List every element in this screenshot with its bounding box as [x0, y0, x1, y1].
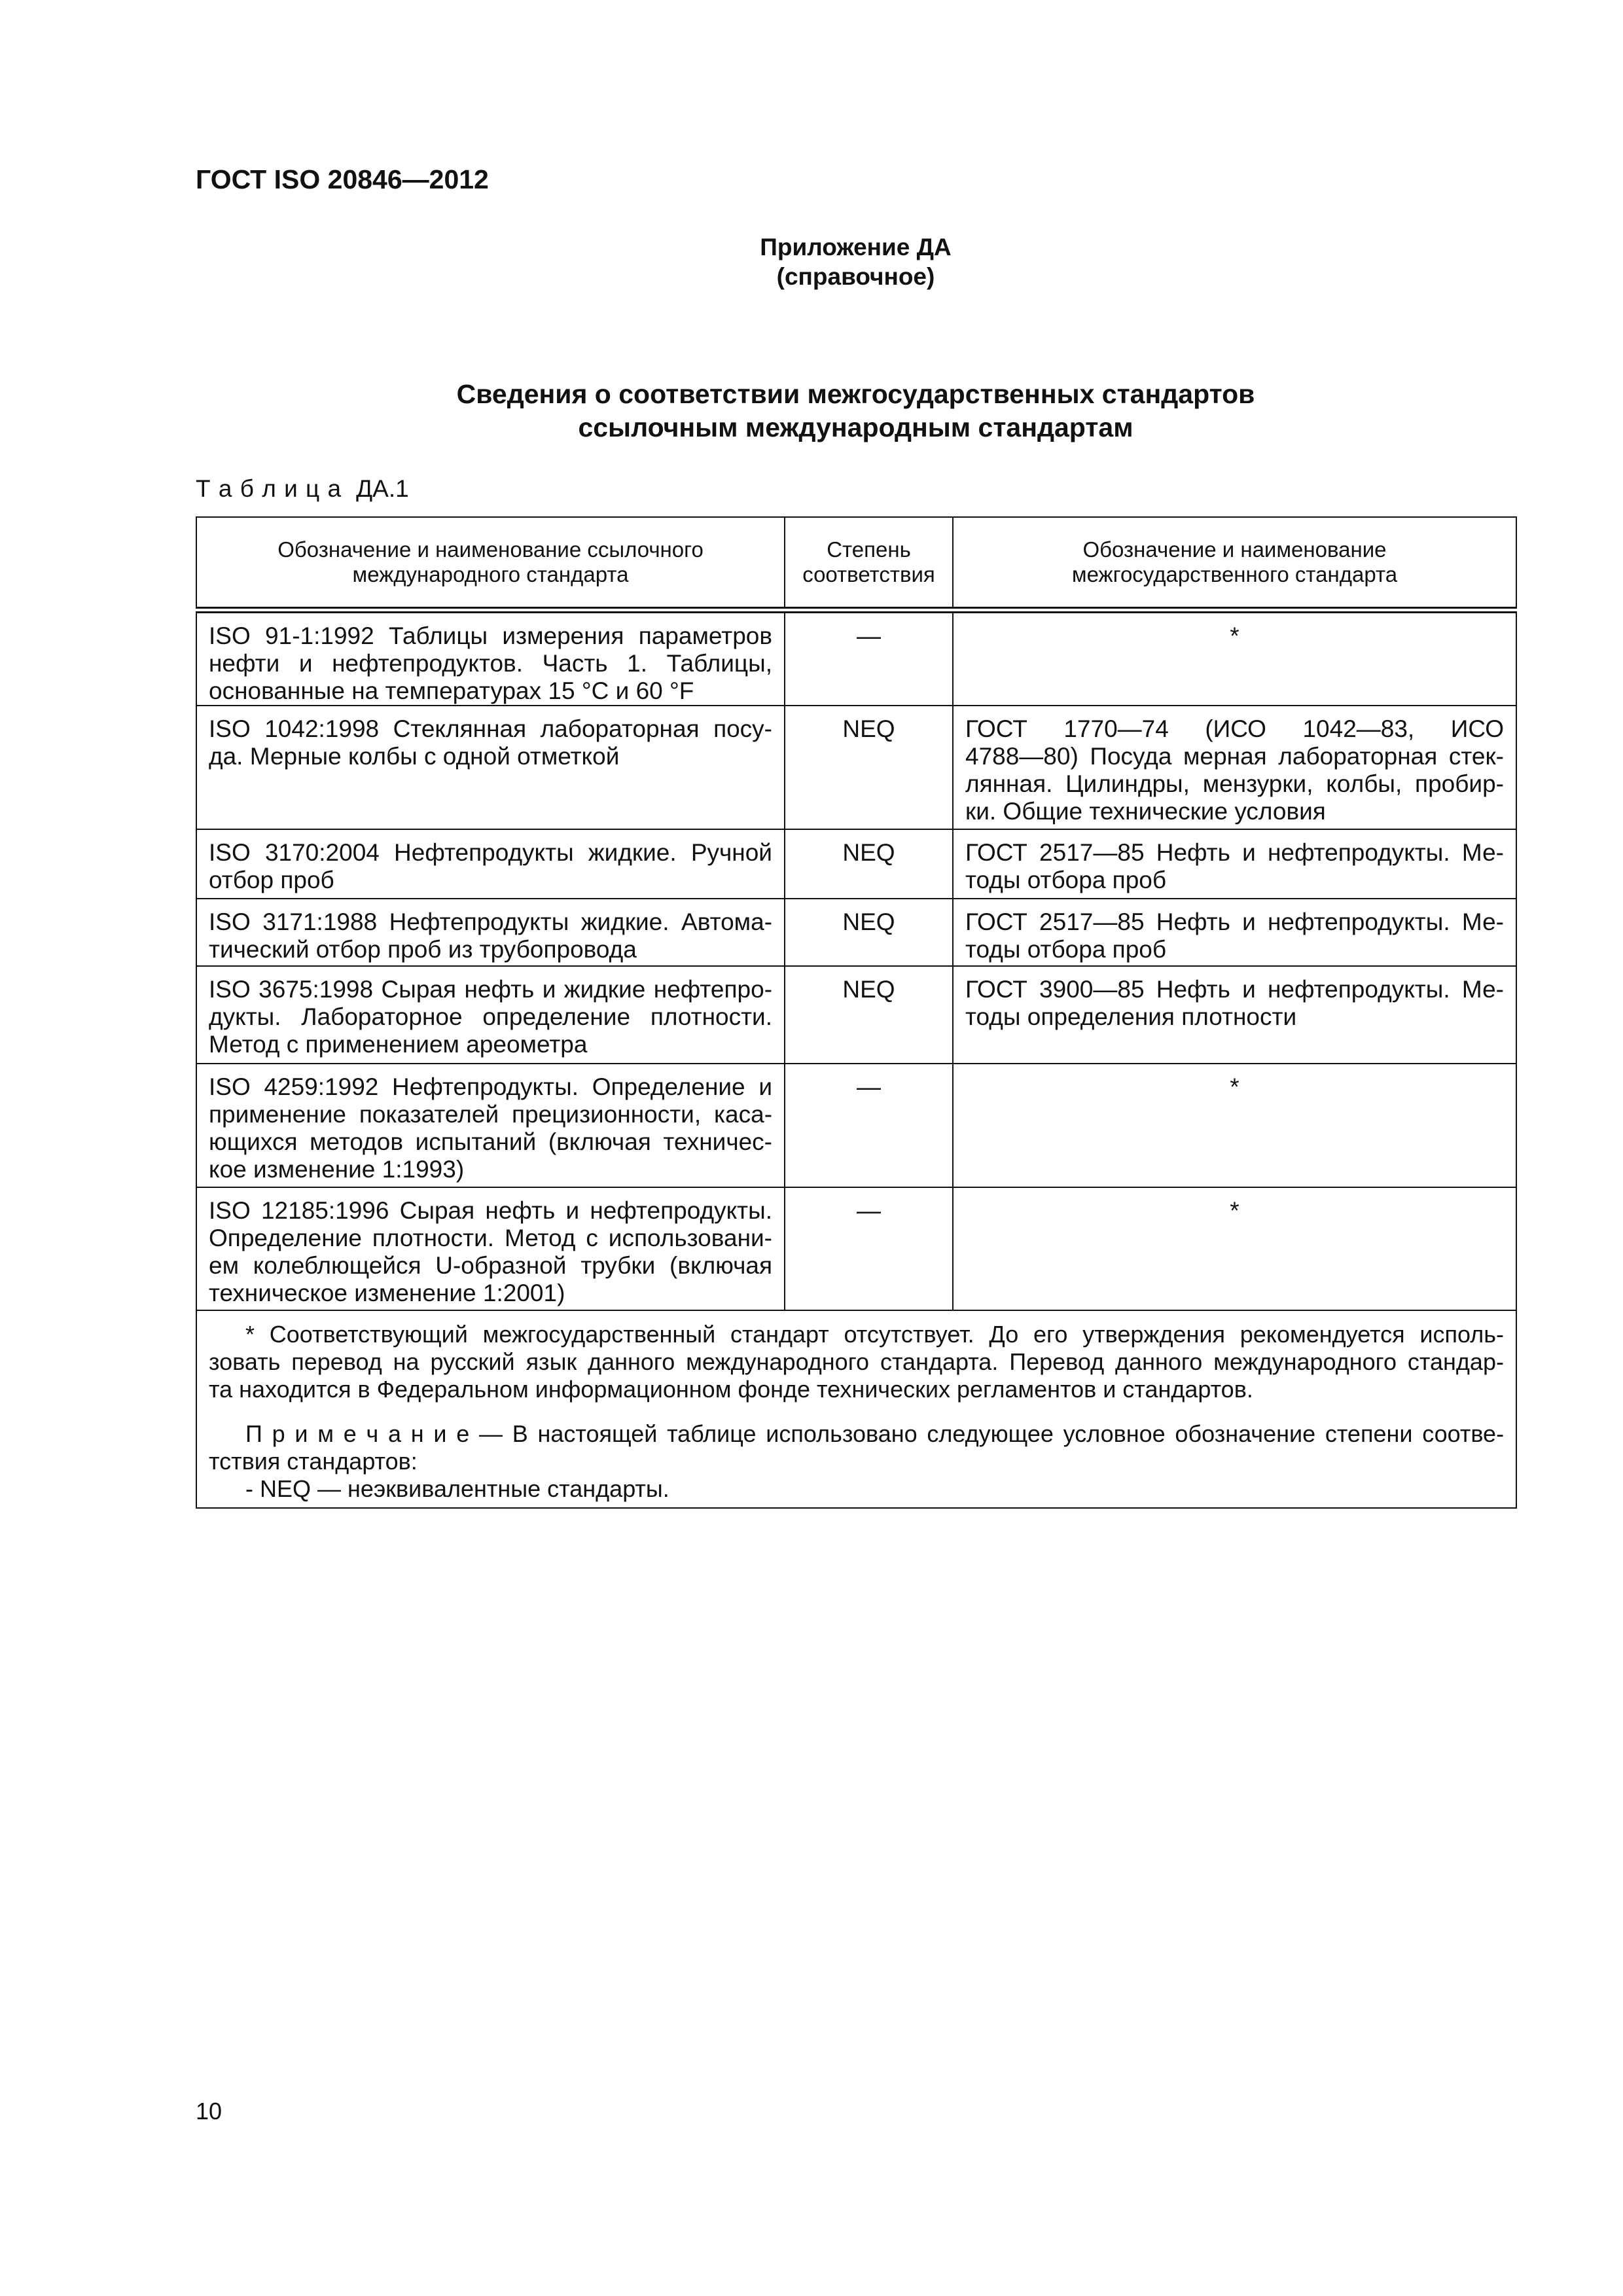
footnote-line: зовать перевод на русский язык данного международного стандарта. Перевод данного международного стандар- [209, 1348, 1504, 1375]
interstate-standard-line: ки. Общие технические условия [965, 798, 1326, 825]
header-line: межгосударственного стандарта [1071, 562, 1398, 586]
annex-status: (справочное) [776, 263, 935, 290]
reference-standard-line: отбор проб [209, 867, 334, 893]
section-title-line: Сведения о соответствии межгосударственных стандартов [456, 379, 1255, 409]
interstate-standard-line: 4788—80) Посуда мерная лабораторная стек- [965, 743, 1504, 770]
reference-standard-line: ющихся методов испытаний (включая техничес- [209, 1128, 772, 1155]
header-line: соответствия [802, 562, 935, 586]
table-caption-label: Т а б л и ц а [196, 475, 342, 502]
reference-standard-line: нефти и нефтепродуктов. Часть 1. Таблицы, [209, 650, 772, 677]
interstate-standard-line: ГОСТ 2517—85 Нефть и нефтепродукты. Ме- [965, 908, 1504, 935]
header-line: Степень [827, 537, 911, 562]
header-line: Обозначение и наименование ссылочного [277, 537, 704, 562]
footnote-line: та находится в Федеральном информационном фонде технических регламентов и стандартов. [209, 1376, 1253, 1403]
header-reference-standard [196, 517, 785, 610]
table-footer-row [196, 1310, 1516, 1508]
table-row [196, 966, 1516, 1064]
interstate-standard-cell [953, 899, 1516, 966]
no-interstate-standard-mark: * [1230, 1197, 1240, 1224]
conformity-degree-value: — [857, 1073, 881, 1100]
interstate-standard-line: тоды отбора проб [965, 936, 1167, 963]
document-code: ГОСТ ISO 20846—2012 [196, 164, 489, 194]
note-line: - NEQ — неэквивалентные стандарты. [245, 1475, 669, 1502]
interstate-standard-cell [953, 1187, 1516, 1310]
reference-standard-cell [196, 1064, 785, 1187]
table-row [196, 829, 1516, 899]
annex-heading [196, 232, 1516, 291]
conformity-degree-cell [785, 899, 953, 966]
conformity-degree-cell [785, 966, 953, 1064]
reference-standard-cell [196, 829, 785, 899]
table-row [196, 610, 1516, 706]
reference-standard-line: тический отбор проб из трубопровода [209, 936, 637, 963]
interstate-standard-cell [953, 829, 1516, 899]
header-line: международного стандарта [352, 562, 629, 586]
reference-standard-line: ISO 1042:1998 Стеклянная лабораторная посу- [209, 715, 773, 742]
reference-standard-cell [196, 1187, 785, 1310]
header-conformity-degree [785, 517, 953, 610]
conformity-degree-value: NEQ [842, 908, 895, 935]
table-row [196, 1187, 1516, 1310]
conformity-degree-value: — [857, 1197, 881, 1224]
interstate-standard-line: лянная. Цилиндры, мензурки, колбы, пробир- [965, 770, 1504, 797]
interstate-standard-cell [953, 1064, 1516, 1187]
reference-standard-line: техническое изменение 1:2001) [209, 1280, 565, 1306]
reference-standard-line: ISO 91-1:1992 Таблицы измерения параметров [209, 622, 773, 649]
reference-standard-line: кое изменение 1:1993) [209, 1156, 465, 1183]
conformity-table [196, 516, 1517, 1509]
footnote-paragraph [209, 1321, 1504, 1403]
reference-standard-cell [196, 706, 785, 829]
interstate-standard-cell [953, 610, 1516, 706]
reference-standard-cell [196, 610, 785, 706]
conformity-degree-cell [785, 706, 953, 829]
table-caption [196, 474, 409, 504]
interstate-standard-cell [953, 706, 1516, 829]
conformity-degree-cell [785, 829, 953, 899]
conformity-degree-cell [785, 1187, 953, 1310]
conformity-degree-value: NEQ [842, 715, 895, 742]
reference-standard-line: ISO 3170:2004 Нефтепродукты жидкие. Ручной [209, 839, 772, 866]
header-line: Обозначение и наименование [1082, 537, 1387, 562]
conformity-degree-cell [785, 1064, 953, 1187]
section-title-line: ссылочным международным стандартам [578, 412, 1133, 442]
table-notes-cell [196, 1310, 1516, 1508]
conformity-degree-value: — [857, 622, 881, 649]
table-row [196, 899, 1516, 966]
table-body [196, 610, 1516, 1310]
note-paragraph [209, 1420, 1504, 1503]
table-header-row [196, 517, 1516, 610]
section-title [196, 378, 1516, 444]
page-number: 10 [196, 2098, 223, 2125]
table-row [196, 706, 1516, 829]
no-interstate-standard-mark: * [1230, 1073, 1240, 1100]
reference-standard-line: дукты. Лабораторное определение плотности. [209, 1003, 772, 1030]
table-row [196, 1064, 1516, 1187]
footnote-line: * Соответствующий межгосударственный стандарт отсутствует. До его утверждения рекомендуется исполь- [245, 1321, 1504, 1348]
reference-standard-line: основанные на температурах 15 °C и 60 °F [209, 677, 694, 704]
note-line: П р и м е ч а н и е — В настоящей таблице использовано следующее условное обозначение степени соотве- [245, 1420, 1505, 1447]
no-interstate-standard-mark: * [1230, 622, 1240, 649]
conformity-degree-value: NEQ [842, 976, 895, 1003]
interstate-standard-cell [953, 966, 1516, 1064]
annex-label: Приложение ДА [760, 234, 952, 260]
interstate-standard-line: тоды определения плотности [965, 1003, 1297, 1030]
reference-standard-line: ем колеблющейся U-образной трубки (включая [209, 1252, 772, 1279]
reference-standard-line: применение показателей прецизионности, каса- [209, 1101, 773, 1128]
header-interstate-standard [953, 517, 1516, 610]
reference-standard-line: Метод с применением ареометра [209, 1031, 588, 1058]
reference-standard-cell [196, 966, 785, 1064]
reference-standard-cell [196, 899, 785, 966]
reference-standard-line: ISO 3171:1988 Нефтепродукты жидкие. Автома- [209, 908, 773, 935]
interstate-standard-line: ГОСТ 1770—74 (ИСО 1042—83, ИСО [965, 715, 1505, 742]
table-caption-number: ДА.1 [356, 475, 409, 502]
conformity-degree-value: NEQ [842, 839, 895, 866]
interstate-standard-line: тоды отбора проб [965, 867, 1167, 893]
reference-standard-line: Определение плотности. Метод с использовани- [209, 1225, 772, 1251]
reference-standard-line: ISO 3675:1998 Сырая нефть и жидкие нефтепро- [209, 976, 773, 1003]
reference-standard-line: ISO 12185:1996 Сырая нефть и нефтепродукты. [209, 1197, 772, 1224]
conformity-degree-cell [785, 610, 953, 706]
interstate-standard-line: ГОСТ 2517—85 Нефть и нефтепродукты. Ме- [965, 839, 1504, 866]
note-line: тствия стандартов: [209, 1448, 418, 1475]
reference-standard-line: да. Мерные колбы с одной отметкой [209, 743, 620, 770]
interstate-standard-line: ГОСТ 3900—85 Нефть и нефтепродукты. Ме- [965, 976, 1504, 1003]
reference-standard-line: ISO 4259:1992 Нефтепродукты. Определение и [209, 1073, 773, 1100]
